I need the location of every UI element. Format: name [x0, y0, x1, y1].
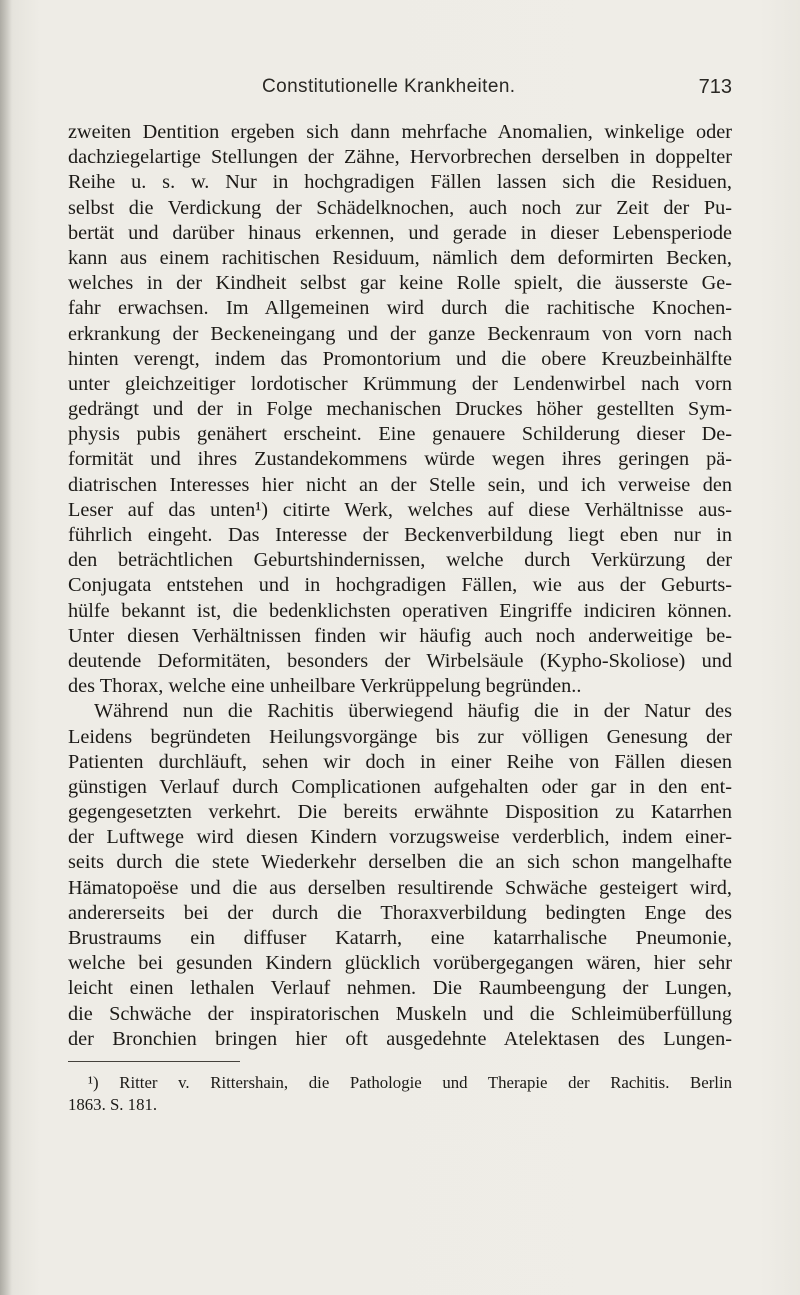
text-line: unter gleichzeitiger lordotischer Krümmung der Lendenwirbel nach vorn	[68, 372, 732, 395]
text-line: welche bei gesunden Kindern glücklich vorübergegangen wären, hier sehr	[68, 952, 732, 975]
text-line: bertät und darüber hinaus erkennen, und gerade in dieser Lebensperiode	[68, 221, 732, 244]
text-line: gegengesetzten verkehrt. Die bereits erwähnte Disposition zu Katarrhen	[68, 801, 732, 824]
text-line: Brustraums ein diffuser Katarrh, eine katarrhalische Pneumonie,	[68, 927, 732, 949]
text-line: der Luftwege wird diesen Kindern vorzugsweise verderblich, indem einer-	[68, 826, 732, 849]
text-line: zweiten Dentition ergeben sich dann mehrfache Anomalien, winkelige oder	[68, 121, 732, 143]
text-line: Leidens begründeten Heilungsvorgänge bis zur völligen Genesung der	[68, 725, 732, 748]
footnote-line: 1863. S. 181.	[68, 1095, 158, 1114]
text-line: Hämatopoëse und die aus derselben resultirende Schwäche gesteigert wird,	[68, 876, 732, 899]
text-line: selbst die Verdickung der Schädelknochen, auch noch zur Zeit der Pu-	[68, 196, 732, 219]
text-line: seits durch die stete Wiederkehr derselben die an sich schon mangelhafte	[68, 851, 732, 874]
text-line: hinten verengt, indem das Promontorium und die obere Kreuzbeinhälfte	[68, 347, 732, 370]
text-line: andererseits bei der durch die Thoraxverbildung bedingten Enge des	[68, 901, 732, 924]
text-line: fahr erwachsen. Im Allgemeinen wird durch die rachitische Knochen-	[68, 297, 732, 320]
text-line: leicht einen lethalen Verlauf nehmen. Die Raumbeengung der Lungen,	[68, 977, 732, 1000]
text-line: physis pubis genähert erscheint. Eine genauere Schilderung dieser De-	[68, 423, 732, 446]
text-line: Leser auf das unten¹) citirte Werk, welches auf diese Verhältnisse aus-	[68, 498, 732, 521]
text-line: Unter diesen Verhältnissen finden wir häufig auch noch anderweitige be-	[68, 624, 732, 647]
text-line: kann aus einem rachitischen Residuum, nämlich dem deformirten Becken,	[68, 246, 732, 269]
text-line: dachziegelartige Stellungen der Zähne, Hervorbrechen derselben in doppelter	[68, 146, 732, 169]
text-line: gedrängt und der in Folge mechanischen Druckes höher gestellten Sym-	[68, 398, 732, 421]
text-line: Während nun die Rachitis überwiegend häufig die in der Natur des	[94, 700, 732, 723]
running-title: Constitutionelle Krankheiten.	[262, 76, 516, 97]
text-line: welches in der Kindheit selbst gar keine Rolle spielt, die äusserste Ge-	[68, 272, 732, 295]
text-line: formität und ihres Zustandekommens würde wegen ihres geringen pä-	[68, 448, 732, 471]
text-line: hülfe bekannt ist, die bedenklichsten operativen Eingriffe indiciren können.	[68, 599, 732, 622]
text-line: die Schwäche der inspiratorischen Muskeln und die Schleimüberfüllung	[68, 1002, 732, 1025]
text-line: führlich eingeht. Das Interesse der Beckenverbildung liegt eben nur in	[68, 524, 732, 546]
text-line: diatrischen Interesses hier nicht an der Stelle sein, und ich verweise den	[68, 473, 732, 496]
text-line: Reihe u. s. w. Nur in hochgradigen Fällen lassen sich die Residuen,	[68, 171, 732, 194]
text-line: erkrankung der Beckeneingang und der ganze Beckenraum von vorn nach	[68, 322, 732, 345]
text-line: Conjugata entstehen und in hochgradigen Fällen, wie aus der Geburts-	[68, 574, 732, 597]
text-line: den beträchtlichen Geburtshindernissen, welche durch Verkürzung der	[68, 549, 732, 572]
page-number: 713	[698, 76, 732, 98]
footnotes	[68, 1072, 732, 1116]
text-line: deutende Deformitäten, besonders der Wirbelsäule (Kypho-Skoliose) und	[68, 649, 732, 672]
text-line: des Thorax, welche eine unheilbare Verkrüppelung begründen..	[68, 675, 582, 698]
text-line: Patienten durchläuft, sehen wir doch in einer Reihe von Fällen diesen	[68, 750, 732, 773]
binding-shadow	[0, 0, 12, 1295]
text-line: günstigen Verlauf durch Complicationen aufgehalten oder gar in den ent-	[68, 775, 732, 798]
page-header	[262, 76, 732, 106]
text-line: der Bronchien bringen hier oft ausgedehnte Atelektasen des Lungen-	[68, 1027, 732, 1050]
body-text	[68, 120, 732, 1052]
footnote-divider	[68, 1061, 240, 1062]
footnote-line: ¹) Ritter v. Rittershain, die Pathologie und Therapie der Rachitis. Berlin	[88, 1073, 732, 1092]
